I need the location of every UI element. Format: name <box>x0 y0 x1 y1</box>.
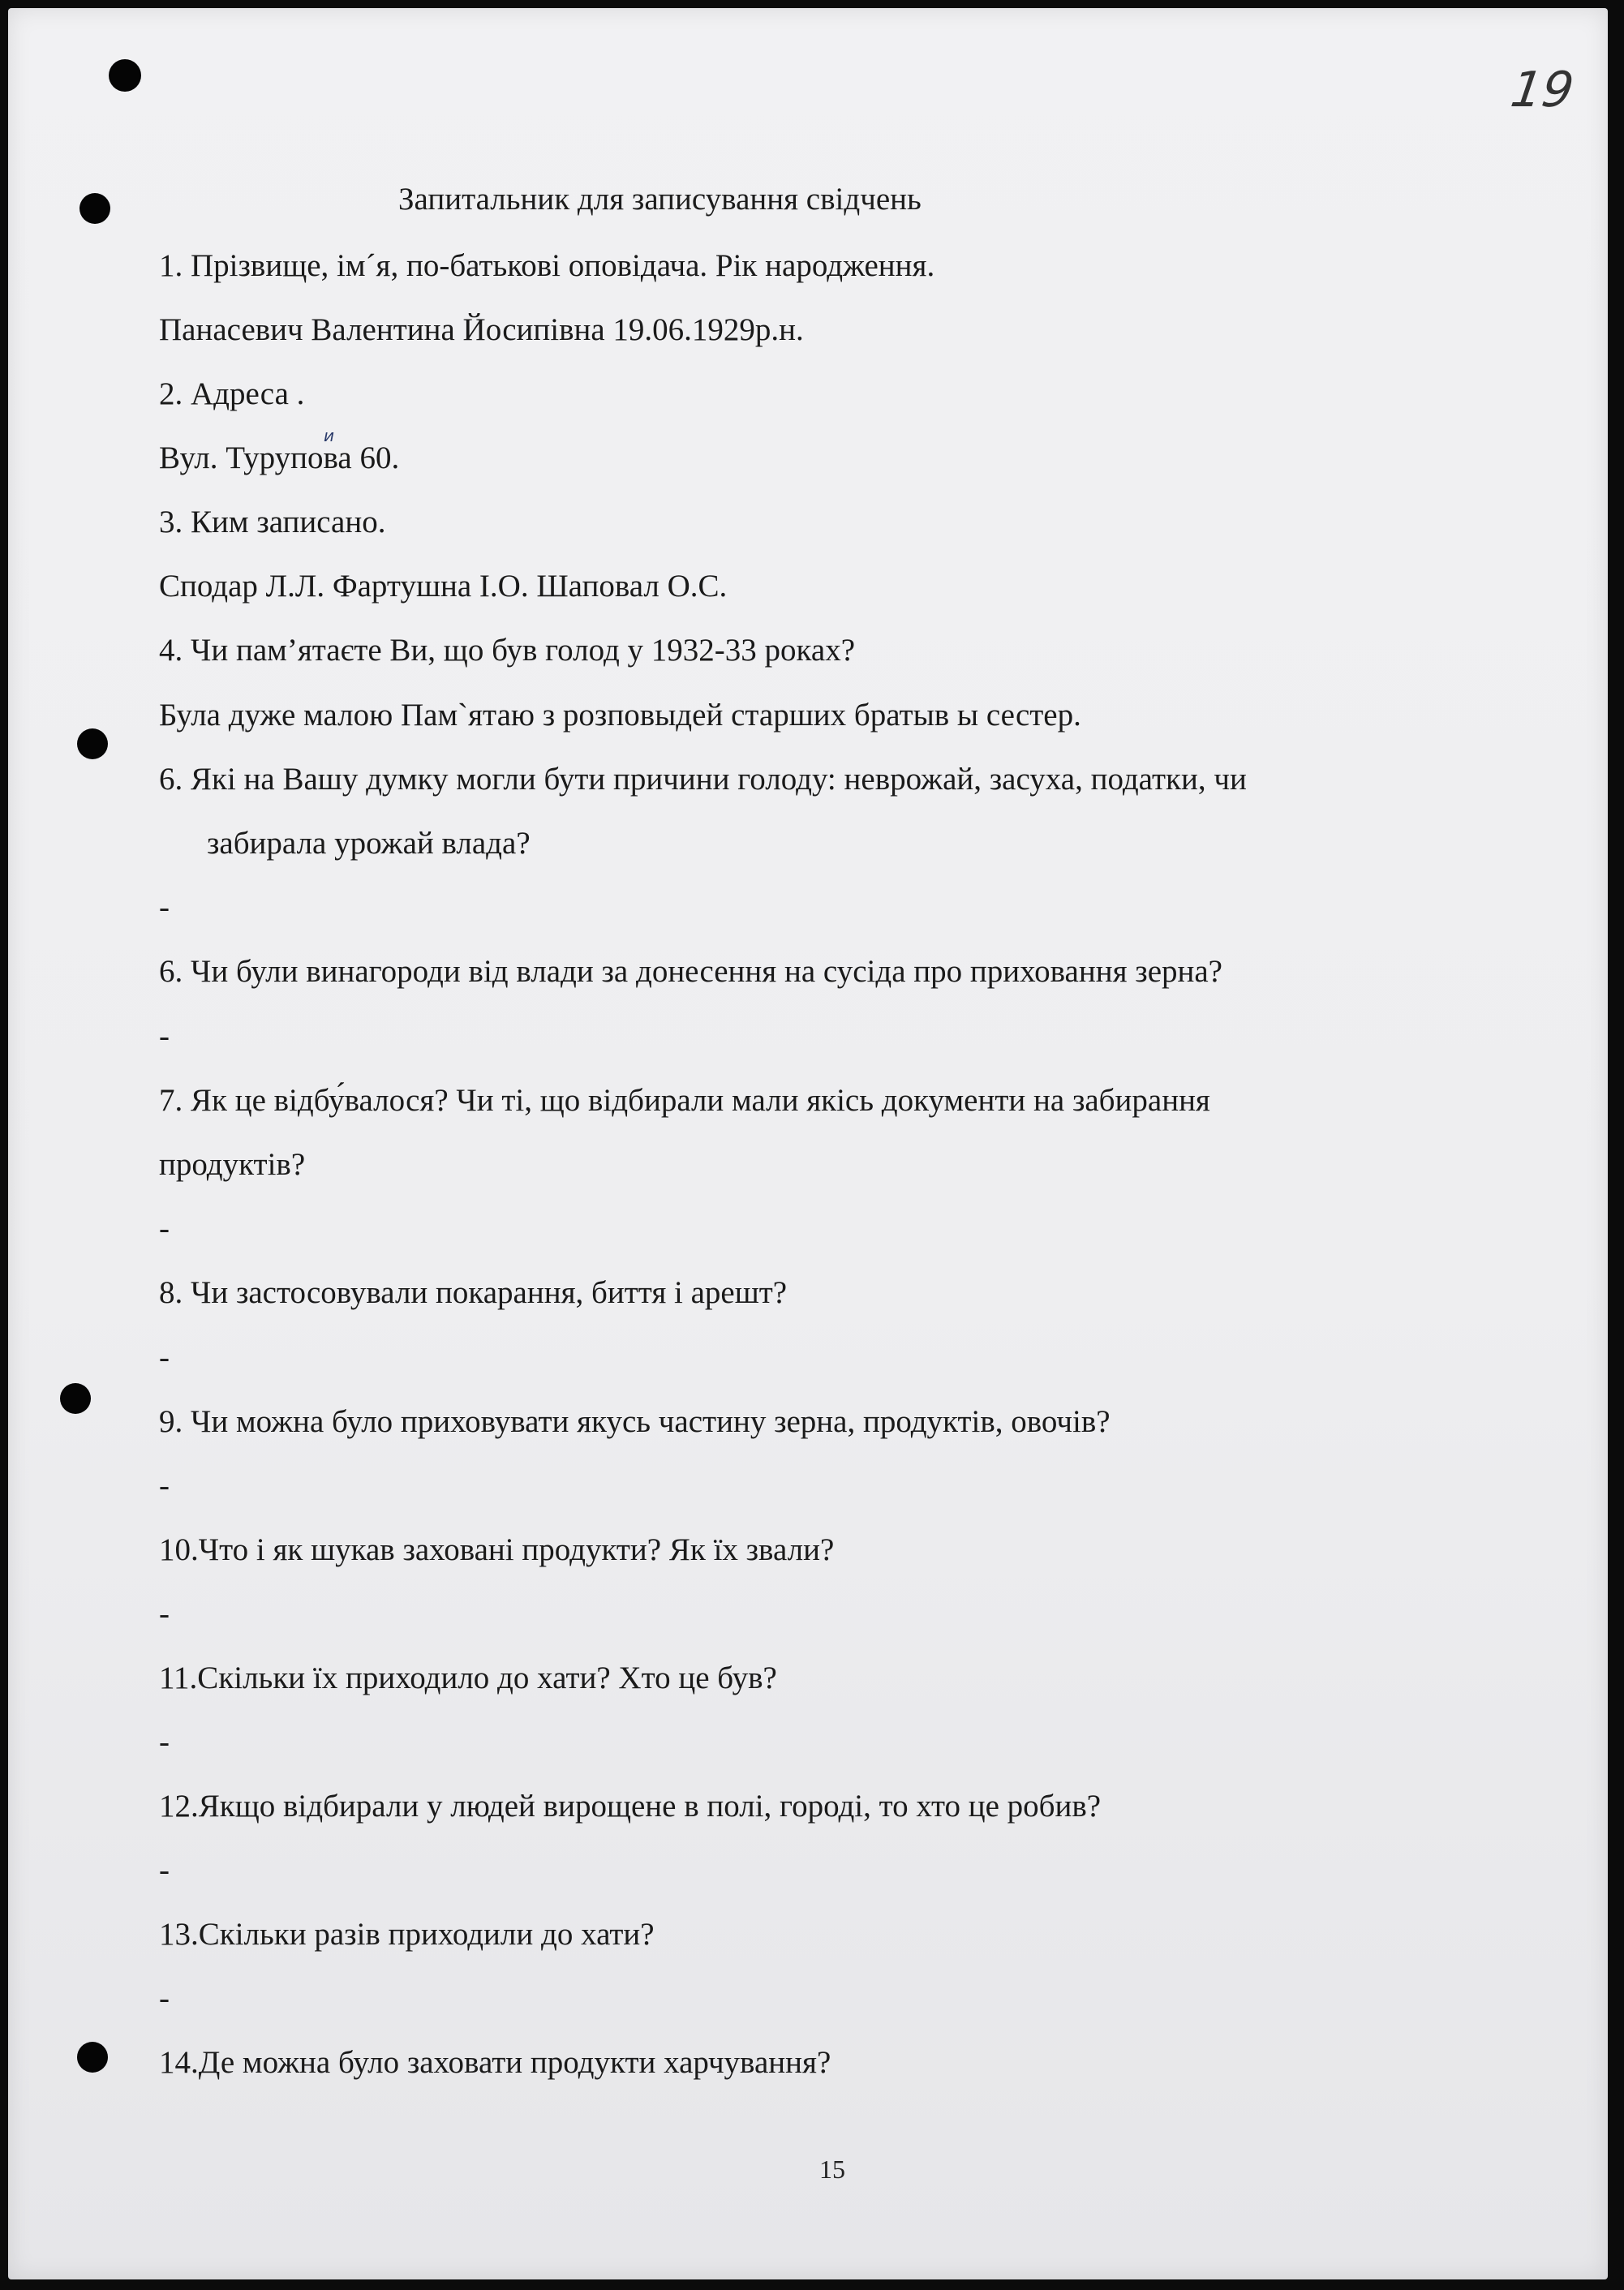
question-3: 3. Ким записано. <box>159 505 386 539</box>
answer-7: - <box>159 1211 170 1246</box>
question-7-continued: продуктів? <box>159 1147 306 1182</box>
answer-1: Панасевич Валентина Йосипівна 19.06.1929р.н. <box>159 312 804 347</box>
punch-hole <box>77 2042 108 2073</box>
question-14: 14.Де можна було заховати продукти харчування? <box>159 2045 831 2080</box>
answer-3: Сподар Л.Л. Фартушна І.О. Шаповал О.С. <box>159 569 728 604</box>
answer-6a: - <box>159 890 170 925</box>
punch-hole <box>77 728 108 759</box>
answer-6b: - <box>159 1019 170 1054</box>
answer-10: - <box>159 1596 170 1631</box>
question-2: 2. Адреса . <box>159 376 305 411</box>
answer-2: Вул. Турупова 60. <box>159 440 400 475</box>
answer-11: - <box>159 1725 170 1759</box>
question-11: 11.Скільки їх приходило до хати? Хто це був? <box>159 1661 777 1695</box>
handwritten-correction: и <box>324 426 334 445</box>
question-9: 9. Чи можна було приховувати якусь частину зерна, продуктів, овочів? <box>159 1404 1111 1439</box>
answer-4: Була дуже малою Пам`ятаю з розповыдей старших братыв ы сестер. <box>159 698 1081 733</box>
answer-13: - <box>159 1981 170 2016</box>
question-6b: 6. Чи були винагороди від влади за донесення на сусіда про приховання зерна? <box>159 954 1222 989</box>
questionnaire-title: Запитальник для записування свідчень <box>398 182 922 217</box>
question-6a-continued: забирала урожай влада? <box>207 826 531 861</box>
question-12: 12.Якщо відбирали у людей вирощене в полі, городі, то хто це робив? <box>159 1789 1102 1824</box>
paper-sheet <box>8 8 1608 2279</box>
punch-hole <box>79 193 110 224</box>
punch-hole <box>60 1383 91 1414</box>
question-13: 13.Скільки разів приходили до хати? <box>159 1917 655 1952</box>
question-6a: 6. Які на Вашу думку могли бути причини голоду: неврожай, засуха, податки, чи <box>159 762 1247 797</box>
question-8: 8. Чи застосовували покарання, биття і арешт? <box>159 1275 788 1310</box>
page-number: 15 <box>819 2155 845 2184</box>
punch-hole <box>109 59 141 92</box>
handwritten-page-number: 19 <box>1507 62 1578 118</box>
question-4: 4. Чи пам’ятаєте Ви, що був голод у 1932-33 роках? <box>159 633 856 668</box>
answer-12: - <box>159 1853 170 1888</box>
answer-8: - <box>159 1340 170 1375</box>
question-10: 10.Что і як шукав заховані продукти? Як їх звали? <box>159 1532 835 1567</box>
question-1: 1. Прізвище, ім´я, по-батькові оповідача. Рік народження. <box>159 248 935 283</box>
answer-9: - <box>159 1468 170 1503</box>
question-7: 7. Як це відбу́валося? Чи ті, що відбирали мали якісь документи на забирання <box>159 1083 1210 1118</box>
